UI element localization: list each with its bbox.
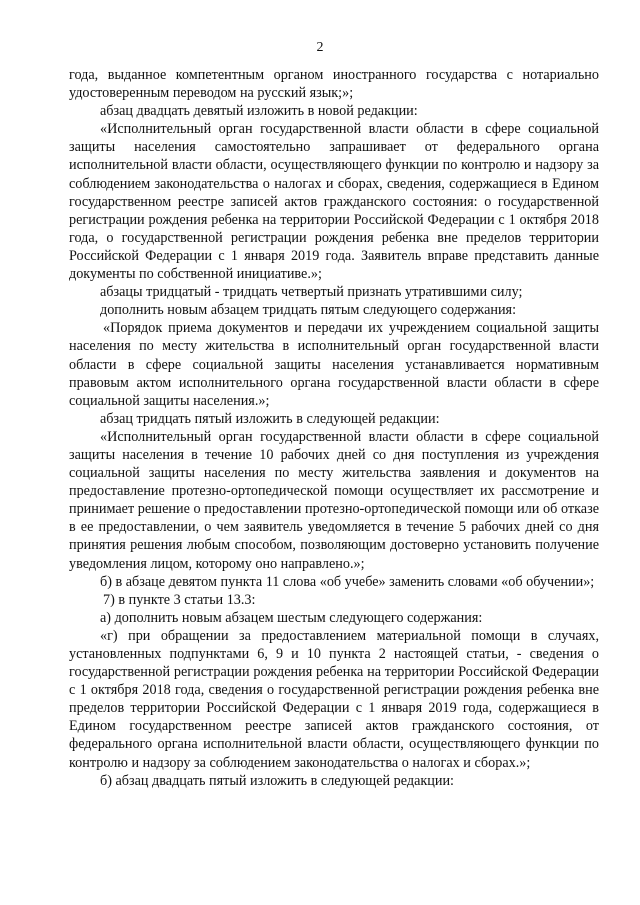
page-number: 2	[316, 40, 324, 55]
paragraph-amendment-item: 7) в пункте 3 статьи 13.3:	[103, 591, 256, 608]
paragraph-continuation: года, выданное компетентным органом иностранного государства с нотариально удостоверенным переводом на русский язык;»;	[69, 67, 599, 102]
paragraph-amendment-instruction: а) дополнить новым абзацем шестым следующего содержания:	[100, 609, 483, 626]
paragraph-amendment-instruction: абзацы тридцатый - тридцать четвертый признать утратившими силу;	[100, 284, 523, 301]
paragraph-amendment-instruction: абзац двадцать девятый изложить в новой редакции:	[100, 103, 418, 120]
document-body	[69, 66, 599, 790]
paragraph-quoted-text: «г) при обращении за предоставлением материальной помощи в случаях, установленных подпунктами 6, 9 и 10 пункта 2 настоящей статьи, - сведения о государственной регистрации рождения ребенка на территории Российской Федерации с 1 октября 2018 года, сведения о государственной регистрации рождения ребенка вне пределов территории Российской Федерации с 1 января 2019 года, содержащиеся в Едином государственном реестре записей актов гражданского состояния, от федерального органа исполнительной власти области, осуществляющего функции по контролю и надзору за соблюдением законодательства о налогах и сборах.»;	[69, 627, 599, 771]
paragraph-amendment-instruction: дополнить новым абзацем тридцать пятым следующего содержания:	[100, 302, 517, 319]
paragraph-amendment-instruction: б) в абзаце девятом пункта 11 слова «об учебе» заменить словами «об обучении»;	[100, 573, 595, 590]
paragraph-quoted-text: «Исполнительный орган государственной власти области в сфере социальной защиты населения самостоятельно запрашивает от федерального органа исполнительной власти области, осуществляющего функции по контролю и надзору за соблюдением законодательства о налогах и сборах, сведения, содержащиеся в Едином государственном реестре записей актов гражданского состояния: о государственной регистрации рождения ребенка на территории Российской Федерации с 1 октября 2018 года, о государственной регистрации рождения ребенка вне пределов территории Российской Федерации с 1 января 2019 года. Заявитель вправе представить данные документы по собственной инициативе.»;	[69, 121, 599, 283]
paragraph-quoted-text: «Порядок приема документов и передачи их учреждением социальной защиты населения по месту жительства в исполнительный орган государственной власти области в сфере социальной защиты населения устанавливается нормативным правовым актом исполнительного органа государственной власти области в сфере социальной защиты населения.»;	[69, 320, 599, 409]
paragraph-amendment-instruction: абзац тридцать пятый изложить в следующей редакции:	[100, 410, 440, 427]
paragraph-quoted-text: «Исполнительный орган государственной власти области в сфере социальной защиты населения в течение 10 рабочих дней со дня поступления из учреждения социальной защиты населения по месту жительства заявления и документов на предоставление протезно-ортопедической помощи осуществляет их рассмотрение и принимает решение о предоставлении протезно-ортопедической помощи или об отказе в ее предоставлении, о чем заявитель уведомляется в течение 5 рабочих дней со дня принятия решения любым способом, позволяющим достоверно установить получение уведомления лицом, которому оно направлено.»;	[69, 428, 599, 572]
paragraph-amendment-instruction: б) абзац двадцать пятый изложить в следующей редакции:	[100, 772, 454, 789]
